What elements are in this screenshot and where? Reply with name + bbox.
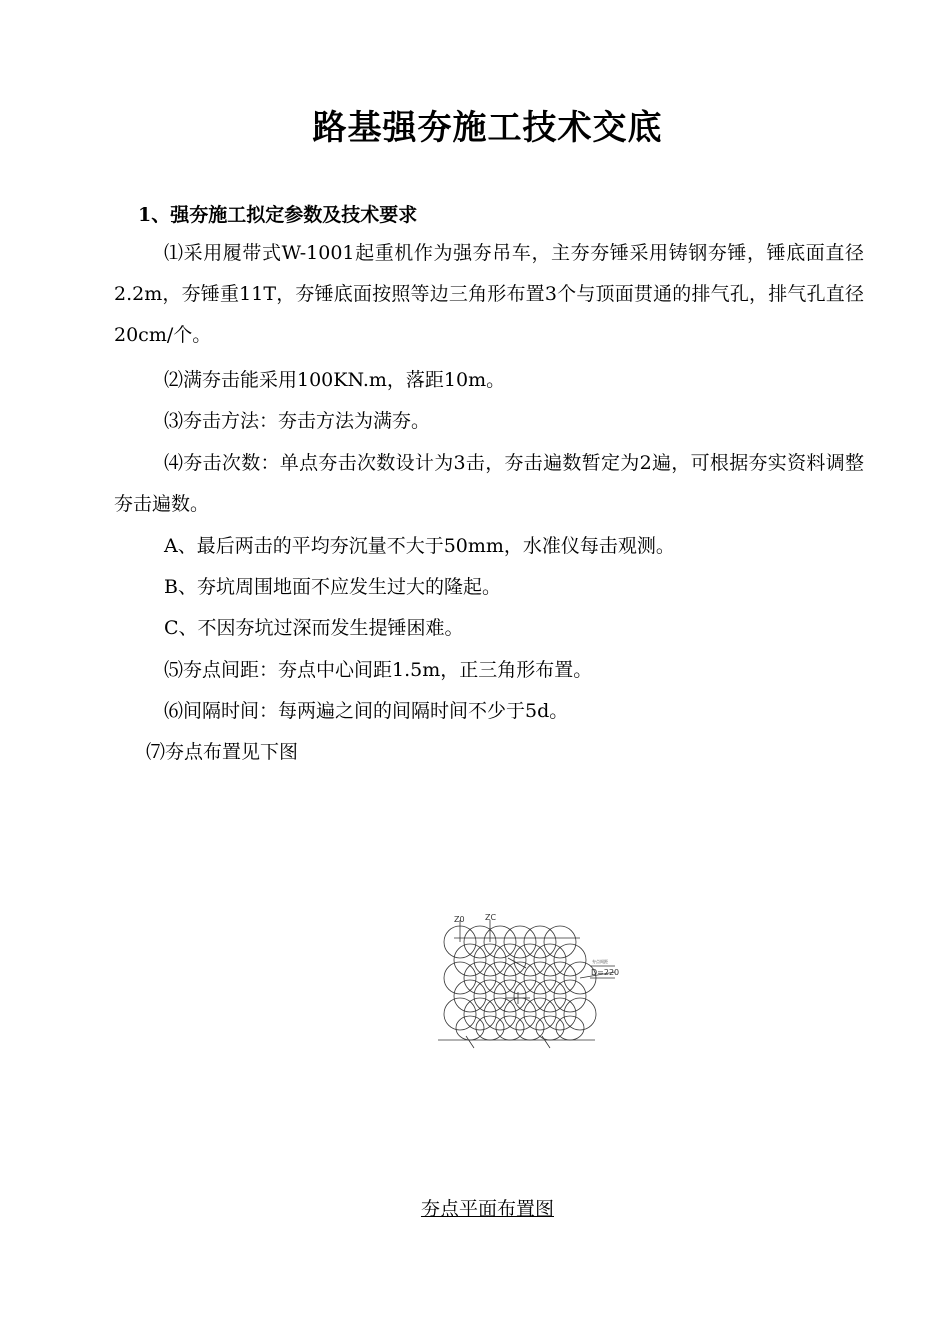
paragraph-1: ⑴采用履带式W-1001起重机作为强夯吊车，主夯夯锤采用铸钢夯锤，锤底面直径2.2m，夯锤重11T，夯锤底面按照等边三角形布置3个与顶面贯通的排气孔，排气孔直径20cm/个。 <box>114 242 864 346</box>
paragraph-3: ⑶夯击方法：夯击方法为满夯。 <box>164 410 431 432</box>
paragraph-b: B、夯坑周围地面不应发生过大的隆起。 <box>164 576 501 598</box>
paragraph-a: A、最后两击的平均夯沉量不大于50mm，水准仪每击观测。 <box>164 535 675 557</box>
paragraph-4: ⑷夯击次数：单点夯击次数设计为3击，夯击遍数暂定为2遍，可根据夯实资料调整夯击遍数。 <box>114 452 864 515</box>
document-title: 路基强夯施工技术交底 <box>312 108 663 148</box>
paragraph-7: ⑺夯点布置见下图 <box>146 741 299 763</box>
paragraph-2: ⑵满夯击能采用100KN.m，落距10m。 <box>164 369 506 391</box>
paragraph-c: C、不因夯坑过深而发生提锤困难。 <box>164 617 464 639</box>
axis-label-right: ZC <box>485 913 497 922</box>
figure-caption: 夯点平面布置图 <box>420 1198 554 1220</box>
tamping-circles <box>444 926 596 1040</box>
section-heading: 1、强夯施工拟定参数及技术要求 <box>138 204 418 226</box>
spacing-note: 夯点间距 <box>592 959 608 964</box>
axis-label-left: Z0 <box>454 915 465 924</box>
tamping-point-layout-figure <box>430 900 620 1060</box>
paragraph-6: ⑹间隔时间：每两遍之间的间隔时间不少于5d。 <box>164 700 569 722</box>
diameter-label: D=220 <box>591 968 620 977</box>
paragraph-5: ⑸夯点间距：夯点中心间距1.5m，正三角形布置。 <box>164 659 593 681</box>
